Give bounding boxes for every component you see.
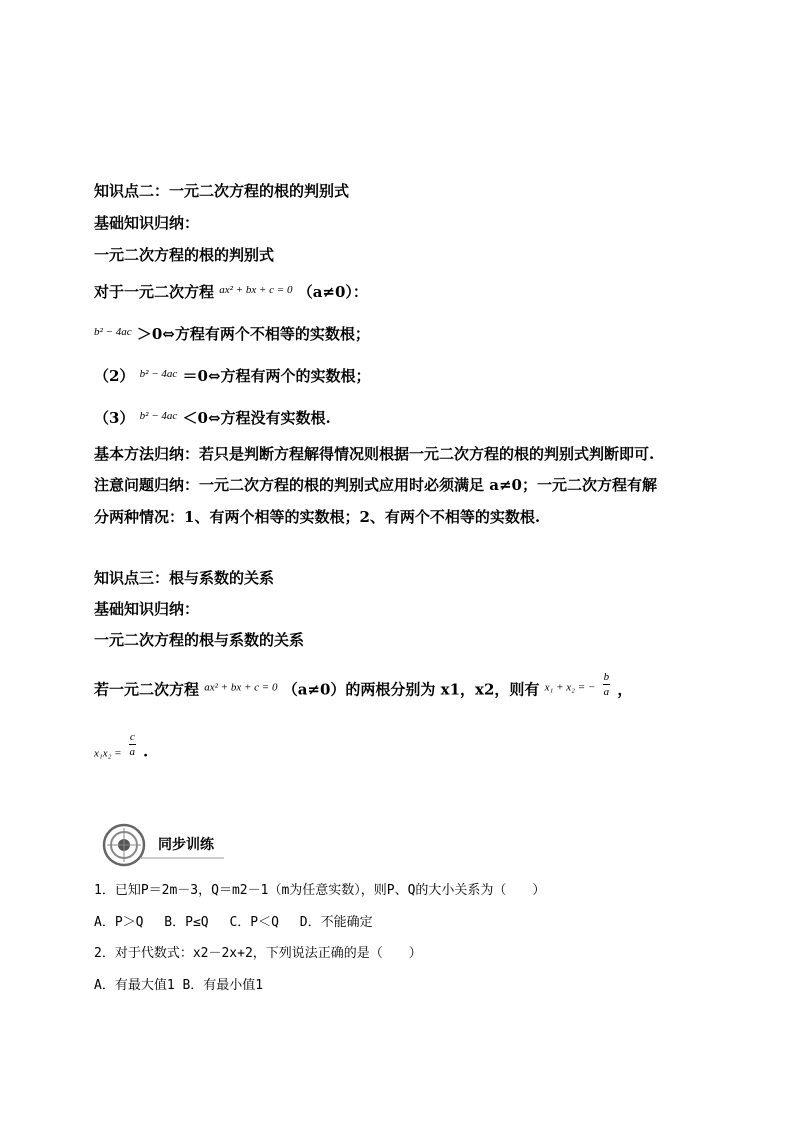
k2-basic-heading: 基础知识归纳： (94, 214, 200, 232)
k2-case3-number: （3） (94, 409, 135, 427)
k2-case2-number: （2） (94, 367, 135, 385)
k2-subtitle: 一元二次方程的根的判别式 (94, 246, 275, 264)
k3-sum-denominator: a (603, 686, 610, 698)
k2-intro-condition: （a≠0）： (297, 283, 368, 301)
k2-case1 (94, 323, 370, 344)
k2-case3-expression: b² − 4ac (139, 410, 178, 422)
k3-product-line (94, 731, 149, 767)
badge-label: 同步训练 (158, 837, 214, 853)
k2-notice-line2: 分两种情况：1、有两个相等的实数根；2、有两个不相等的实数根. (94, 508, 541, 526)
exercise-q2-options: A．有最大值1 B．有最小值1 (94, 978, 264, 993)
k2-case2-expression: b² − 4ac (139, 368, 178, 380)
k2-case1-text: ＞0⇔方程有两个不相等的实数根； (136, 325, 370, 343)
k3-sum-numerator: b (603, 671, 610, 683)
k2-intro-equation: ax² + bx + c = 0 (219, 284, 293, 296)
k2-intro (94, 281, 368, 302)
k3-sum-lhs: x₁ + x₂ = − (544, 681, 596, 694)
k3-roots-line (94, 671, 633, 705)
k2-method: 基本方法归纳：若只是判断方程解得情况则根据一元二次方程的根的判别式判断即可. (94, 445, 655, 463)
section-badge (100, 822, 230, 868)
k2-case2 (94, 365, 371, 386)
k3-line-prefix: 若一元二次方程 (94, 680, 200, 699)
exercise-q1-options: A．P＞Q B．P≤Q C．P＜Q D．不能确定 (94, 915, 373, 930)
k2-notice-line1: 注意问题归纳：一元二次方程的根的判别式应用时必须满足 a≠0；一元二次方程有解 (94, 476, 657, 494)
k3-title: 知识点三：根与系数的关系 (94, 569, 275, 587)
k3-subtitle: 一元二次方程的根与系数的关系 (94, 631, 305, 649)
k3-product-end: . (142, 742, 149, 761)
k3-product-denominator: a (129, 746, 136, 758)
k3-product-fraction (129, 730, 136, 759)
k3-line-end: ， (617, 680, 633, 699)
k2-case1-expression: b² − 4ac (94, 326, 132, 338)
k3-sum-fraction (603, 670, 611, 699)
k2-case3-text: ＜0⇔方程没有实数根. (182, 409, 331, 427)
k2-case2-text: ＝0⇔方程有两个的实数根； (182, 367, 371, 385)
k3-product-numerator: c (129, 731, 135, 743)
k3-equation: ax² + bx + c = 0 (204, 681, 278, 694)
k2-case3 (94, 407, 331, 428)
k3-basic-heading: 基础知识归纳： (94, 600, 200, 618)
k2-intro-prefix: 对于一元二次方程 (94, 283, 215, 301)
k3-product-lhs: x₁x₂ = (94, 747, 122, 760)
k2-title: 知识点二：一元二次方程的根的判别式 (94, 182, 350, 200)
exercise-q1: 1．已知P＝2m－3，Q＝m2－1（m为任意实数），则P、Q的大小关系为（ ） (94, 883, 546, 898)
exercise-q2: 2．对于代数式：x2－2x+2，下列说法正确的是（ ） (94, 946, 422, 961)
k3-line-mid: （a≠0）的两根分别为 x1，x2，则有 (282, 680, 540, 699)
